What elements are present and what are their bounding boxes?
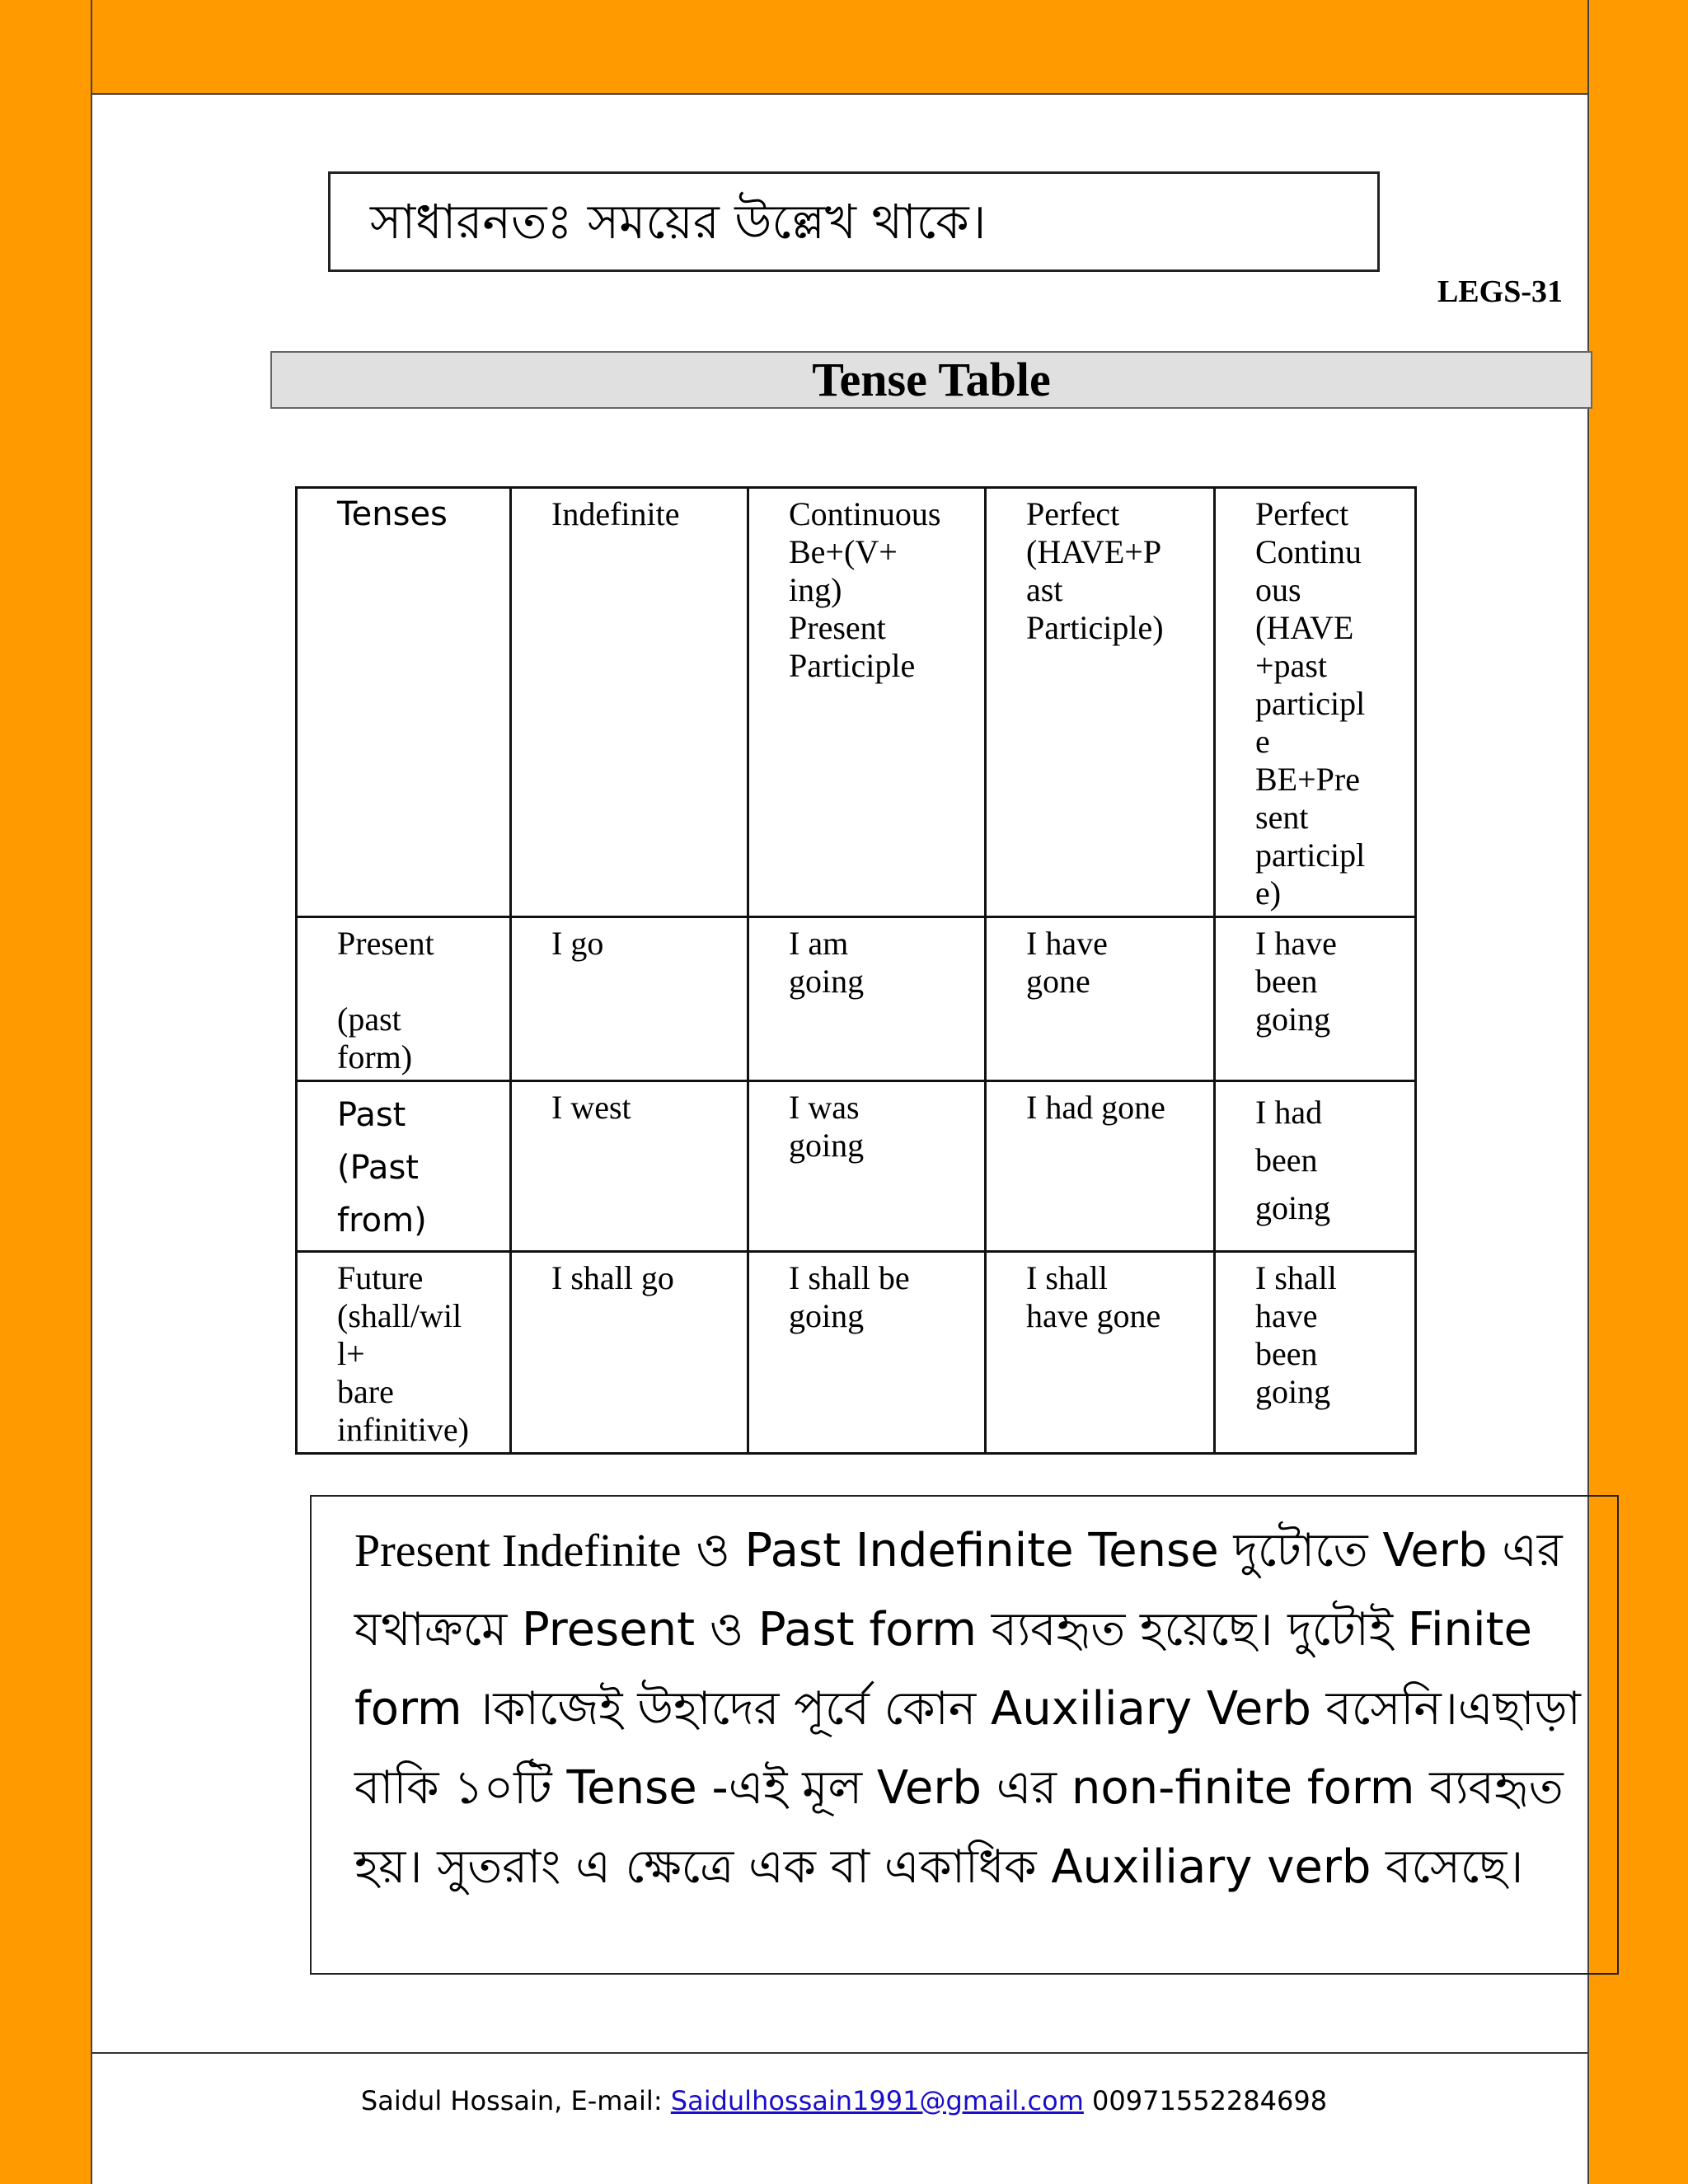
header-cell-tenses: Tenses [297, 488, 511, 917]
table-row [297, 917, 1416, 1081]
header-cell-perfect-continuous: Perfect Continu ous (HAVE +past participl e BE+Pre sent participl e) [1215, 488, 1416, 917]
footer-phone: 00971552284698 [1083, 2085, 1328, 2116]
table-row [297, 1081, 1416, 1252]
table-cell: I was going [748, 1081, 986, 1252]
table-header-row [297, 488, 1416, 917]
explanation-box [310, 1495, 1619, 1975]
table-cell: I shall go [511, 1252, 748, 1454]
table-cell: I go [511, 917, 748, 1081]
table-cell: I west [511, 1081, 748, 1252]
orange-frame-left [0, 0, 92, 2184]
document-code: LEGS-31 [1437, 274, 1563, 309]
table-cell: I have been going [1215, 917, 1416, 1081]
header-cell-perfect: Perfect (HAVE+P ast Participle) [986, 488, 1215, 917]
table-cell: I am going [748, 917, 986, 1081]
note-text: সাধারনতঃ সময়ের উল্লেখ থাকে। [370, 194, 987, 250]
table-cell: I had gone [986, 1081, 1215, 1252]
footer-email-link[interactable]: Saidulhossain1991@gmail.com [670, 2085, 1084, 2116]
tense-table [295, 486, 1417, 1455]
footer-author: Saidul Hossain, E-mail: [360, 2085, 671, 2116]
row-label-future: Future (shall/wil l+ bare infinitive) [297, 1252, 511, 1454]
explanation-lead: Present Indefinite [354, 1526, 682, 1577]
table-cell: I shall be going [748, 1252, 986, 1454]
footer-divider [92, 2052, 1587, 2054]
table-cell: I shall have gone [986, 1252, 1215, 1454]
note-box [328, 171, 1380, 272]
explanation-text: ও Past Indefinite Tense দুটোতে Verb এর যথাক্রমে Present ও Past form ব্যবহৃত হয়েছে। দুটোই Finite form ।কাজেই উহাদের পূর্বে কোন Auxiliary Verb বসেনি।এছাড়া বাকি ১০টি Tense -এই মূল Verb এর non-finite form ব্যবহৃত হয়। সুতরাং এ ক্ষেত্রে এক বা একাধিক Auxiliary verb বসেছে। [354, 1524, 1581, 1894]
footer [0, 2085, 1688, 2116]
table-cell: I had been going [1215, 1081, 1416, 1252]
header-cell-continuous: Continuous Be+(V+ ing) Present Participle [748, 488, 986, 917]
table-cell: I shall have been going [1215, 1252, 1416, 1454]
header-cell-indefinite: Indefinite [511, 488, 748, 917]
table-cell: I have gone [986, 917, 1215, 1081]
table-row [297, 1252, 1416, 1454]
orange-frame-top [92, 0, 1587, 95]
row-label-present: Present (past form) [297, 917, 511, 1081]
row-label-past: Past (Past from) [297, 1081, 511, 1252]
page-title: Tense Table [270, 351, 1592, 409]
